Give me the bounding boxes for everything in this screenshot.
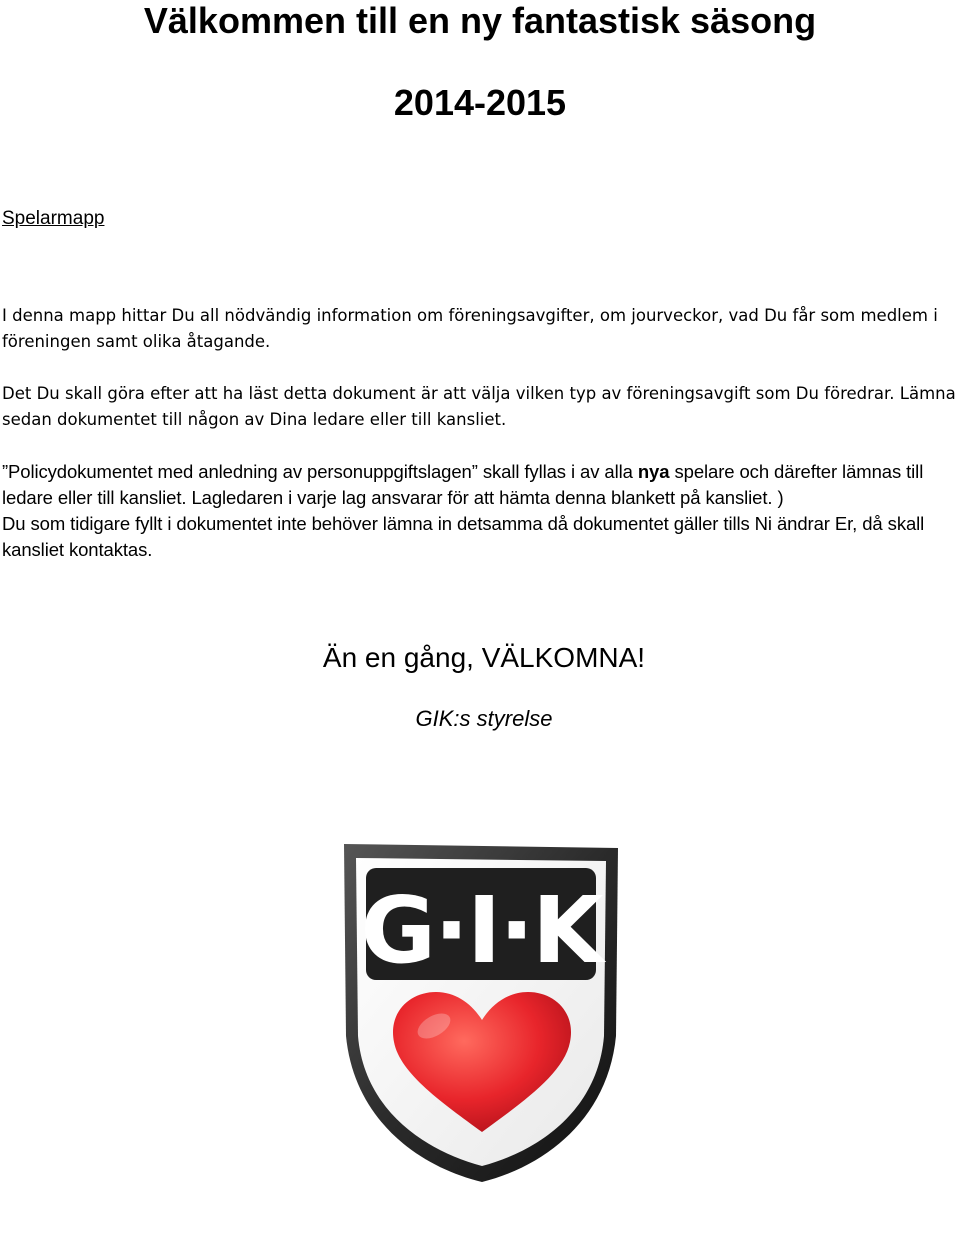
policy-paragraph [2, 459, 960, 563]
logo-lettering: G·I·K [360, 877, 602, 984]
closing-greeting: Än en gång, VÄLKOMNA! [322, 642, 646, 673]
signature: GIK:s styrelse [415, 706, 553, 731]
policy-text-start: ”Policydokumentet med anledning av personuppgiftslagen” skall fyllas i av alla [2, 461, 638, 482]
intro-paragraph: I denna mapp hittar Du all nödvändig information om föreningsavgifter, om jourveckor, vad Du får som medlem i föreningen samt olika åtagande. [2, 306, 938, 351]
section-label: Spelarmapp [2, 208, 105, 229]
policy-text-end: spelare och därefter lämnas till ledare eller till kansliet. Lagledaren i varje lag ansvarar för att hämta denna blankett på kansliet. ) [2, 461, 924, 508]
policy-text-followup: Du som tidigare fyllt i dokumentet inte behöver lämna in detsamma då dokumentet gäller tills Ni ändrar Er, då skall kansliet kontaktas. [2, 513, 925, 560]
club-logo [336, 836, 626, 1186]
season-year: 2014-2015 [393, 82, 567, 123]
gik-shield-logo [336, 836, 626, 1186]
instructions-paragraph: Det Du skall göra efter att ha läst detta dokument är att välja vilken typ av föreningsavgift som Du föredrar. Lämna sedan dokumentet till någon av Dina ledare eller till kansliet. [2, 384, 956, 429]
policy-text-bold: nya [637, 461, 670, 482]
page-title: Välkommen till en ny fantastisk säsong [143, 0, 817, 41]
